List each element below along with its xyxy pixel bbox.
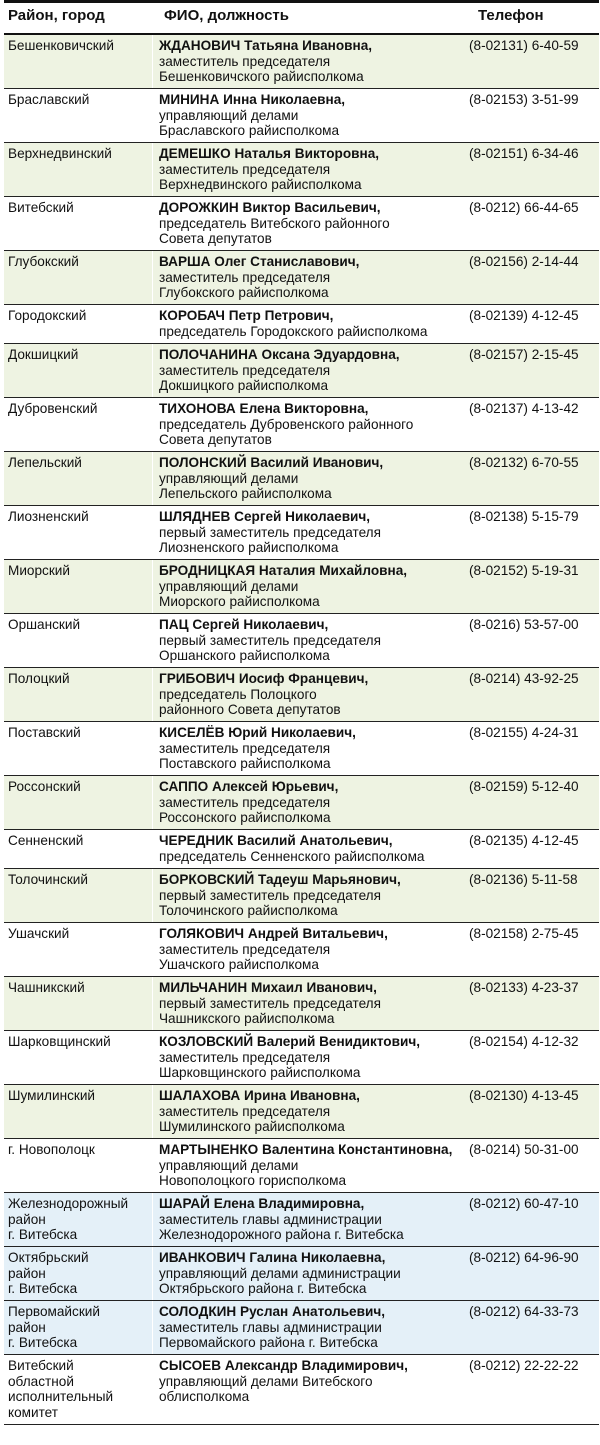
region-cell xyxy=(4,305,153,343)
person-name xyxy=(159,308,465,324)
person-name xyxy=(159,401,465,417)
phone-cell: (8-02135) 4-12-45 xyxy=(469,833,579,848)
person-name xyxy=(159,254,465,270)
region-cell xyxy=(4,1193,153,1246)
person-position-line: заместитель председателя xyxy=(159,740,331,756)
person-given-name: Иосиф Францевич, xyxy=(238,671,369,686)
table-row xyxy=(4,614,599,668)
region-line: Полоцкий xyxy=(8,671,70,686)
phone-cell: (8-02158) 2-75-45 xyxy=(469,926,579,941)
person-given-name: Инна Николаевна, xyxy=(223,92,346,107)
region-cell xyxy=(4,560,153,613)
person-position-line: Поставского райисполкома xyxy=(159,756,331,772)
phone-cell: (8-02154) 4-12-32 xyxy=(469,1034,579,1049)
person-position-line: первый заместитель председателя xyxy=(159,524,381,540)
person-name xyxy=(159,563,465,579)
table-row xyxy=(4,776,599,830)
region-line: Толочинский xyxy=(8,872,88,887)
region-line: Докшицкий xyxy=(8,347,79,362)
phone-cell: (8-02151) 6-34-46 xyxy=(469,146,579,161)
person-position-line: Шумилинского райисполкома xyxy=(159,1119,345,1135)
person-surname: СОЛОДКИН xyxy=(159,1304,237,1319)
person-given-name: Наталия Михайловна, xyxy=(258,563,408,578)
table-row xyxy=(4,1139,599,1193)
region-cell xyxy=(4,1301,153,1354)
region-cell xyxy=(4,143,153,196)
person-position-line: управляющий делами Витебского xyxy=(159,1373,373,1389)
phone-cell: (8-02155) 4-24-31 xyxy=(469,725,579,740)
phone-cell: (8-02136) 5-11-58 xyxy=(469,872,578,887)
person-given-name: Валерий Венидиктович, xyxy=(256,1034,420,1049)
person-surname: ШЛЯДНЕВ xyxy=(159,509,231,524)
person-position-line: председатель Полоцкого xyxy=(159,686,317,702)
phone-cell: (8-02157) 2-15-45 xyxy=(469,347,579,362)
person-position-line: Чашникского райисполкома xyxy=(159,1011,335,1027)
person-given-name: Ирина Ивановна, xyxy=(244,1088,360,1103)
person-position-line: председатель Городокского райисполкома xyxy=(159,323,428,339)
person-surname: ПОЛОНСКИЙ xyxy=(159,455,247,470)
region-line: Шарковщинский xyxy=(8,1034,111,1049)
person-cell xyxy=(153,35,465,88)
person-given-name: Галина Николаевна, xyxy=(249,1250,386,1265)
person-position-line: заместитель председателя xyxy=(159,941,331,957)
header-person: ФИО, должность xyxy=(164,7,289,24)
table-row xyxy=(4,305,599,344)
phone-cell: (8-02138) 5-15-79 xyxy=(469,509,579,524)
person-name xyxy=(159,872,465,888)
person-given-name: Юрий Николаевич, xyxy=(228,725,356,740)
region-cell xyxy=(4,251,153,304)
person-cell xyxy=(153,614,465,667)
person-position-line: управляющий делами xyxy=(159,107,299,123)
person-cell xyxy=(153,344,465,397)
person-name xyxy=(159,926,465,942)
person-position-line: председатель Витебского районного xyxy=(159,215,390,231)
person-cell xyxy=(153,89,465,142)
person-position-line: Совета депутатов xyxy=(159,231,272,247)
person-cell xyxy=(153,1247,465,1300)
phone-cell: (8-0212) 64-33-73 xyxy=(469,1304,579,1319)
header-region: Район, город xyxy=(8,7,105,24)
contacts-table xyxy=(4,0,599,1425)
region-line: исполнительный xyxy=(8,1389,114,1405)
person-name xyxy=(159,779,465,795)
person-name xyxy=(159,146,465,162)
table-row xyxy=(4,668,599,722)
person-position-line: Октябрьского района г. Витебска xyxy=(159,1281,367,1297)
person-surname: ДОРОЖКИН xyxy=(159,200,239,215)
phone-cell: (8-02159) 5-12-40 xyxy=(469,779,579,794)
region-line: Железнодорожный xyxy=(8,1196,129,1211)
person-surname: ПОЛОЧАНИНА xyxy=(159,347,258,362)
person-surname: ЧЕРЕДНИК xyxy=(159,833,234,848)
table-row xyxy=(4,452,599,506)
phone-cell: (8-0212) 22-22-22 xyxy=(469,1358,579,1373)
person-position-line: Браславского райисполкома xyxy=(159,123,340,139)
table-row xyxy=(4,1301,599,1355)
person-cell xyxy=(153,560,465,613)
person-given-name: Александр Владимирович, xyxy=(224,1358,408,1373)
region-cell xyxy=(4,398,153,451)
region-line: район xyxy=(8,1319,46,1335)
table-row xyxy=(4,923,599,977)
region-cell xyxy=(4,452,153,505)
person-name xyxy=(159,1250,465,1266)
person-name xyxy=(159,725,465,741)
region-line: г. Витебска xyxy=(8,1281,78,1297)
person-position-line: Ушачского райисполкома xyxy=(159,957,319,973)
table-row xyxy=(4,1193,599,1247)
person-position-line: Россонского райисполкома xyxy=(159,810,331,826)
person-cell xyxy=(153,506,465,559)
region-cell xyxy=(4,977,153,1030)
region-cell xyxy=(4,35,153,88)
region-line: Глубокский xyxy=(8,254,79,269)
person-cell xyxy=(153,305,465,343)
person-position-line: Лиозненского райисполкома xyxy=(159,540,339,556)
person-given-name: Оксана Эдуардовна, xyxy=(261,347,400,362)
region-line: Поставский xyxy=(8,725,81,740)
person-surname: ВАРША xyxy=(159,254,211,269)
person-position-line: заместитель председателя xyxy=(159,1103,331,1119)
person-given-name: Сергей Николаевич, xyxy=(192,617,329,632)
phone-cell: (8-0216) 53-57-00 xyxy=(469,617,579,632)
person-given-name: Андрей Витальевич, xyxy=(247,926,388,941)
region-cell xyxy=(4,668,153,721)
person-name xyxy=(159,617,465,633)
region-cell xyxy=(4,197,153,250)
table-row xyxy=(4,560,599,614)
person-position-line: заместитель председателя xyxy=(159,794,331,810)
region-line: Оршанский xyxy=(8,617,81,632)
phone-cell: (8-02133) 4-23-37 xyxy=(469,980,579,995)
person-surname: МАРТЫНЕНКО xyxy=(159,1142,259,1157)
region-line: г. Витебска xyxy=(8,1227,78,1243)
region-line: Городокский xyxy=(8,308,87,323)
person-position-line: районного Совета депутатов xyxy=(159,702,341,718)
region-cell xyxy=(4,614,153,667)
table-row xyxy=(4,506,599,560)
person-name xyxy=(159,1358,465,1374)
table-header xyxy=(4,0,599,35)
person-position-line: Миорского райисполкома xyxy=(159,594,320,610)
person-cell xyxy=(153,923,465,976)
region-line: Лиозненский xyxy=(8,509,89,524)
person-name xyxy=(159,671,465,687)
table-body xyxy=(4,35,599,1425)
phone-cell: (8-0212) 60-47-10 xyxy=(469,1196,579,1211)
person-given-name: Петр Петрович, xyxy=(228,308,334,323)
person-position-line: Толочинского райисполкома xyxy=(159,903,338,919)
person-position-line: Лепельского райисполкома xyxy=(159,486,332,502)
person-surname: ШАЛАХОВА xyxy=(159,1088,241,1103)
phone-cell: (8-02156) 2-14-44 xyxy=(469,254,579,269)
person-name xyxy=(159,833,465,849)
region-line: Шумилинский xyxy=(8,1088,96,1103)
person-cell xyxy=(153,830,465,868)
person-given-name: Елена Викторовна, xyxy=(239,401,369,416)
region-cell xyxy=(4,344,153,397)
person-position-line: первый заместитель председателя xyxy=(159,887,381,903)
person-surname: БРОДНИЦКАЯ xyxy=(159,563,256,578)
person-name xyxy=(159,92,465,108)
phone-cell: (8-02131) 6-40-59 xyxy=(469,38,579,53)
person-surname: КОЗЛОВСКИЙ xyxy=(159,1034,254,1049)
person-name xyxy=(159,1142,465,1158)
person-cell xyxy=(153,722,465,775)
region-line: Браславский xyxy=(8,92,90,107)
region-cell xyxy=(4,506,153,559)
person-position-line: управляющий делами xyxy=(159,578,299,594)
person-cell xyxy=(153,251,465,304)
person-surname: ШАРАЙ xyxy=(159,1196,210,1211)
person-name xyxy=(159,1034,465,1050)
person-surname: ПАЦ xyxy=(159,617,189,632)
region-line: г. Новополоцк xyxy=(8,1142,95,1157)
person-given-name: Олег Станиславович, xyxy=(214,254,360,269)
region-cell xyxy=(4,1085,153,1138)
person-position-line: председатель Дубровенского районного xyxy=(159,416,414,432)
table-row xyxy=(4,1031,599,1085)
person-name xyxy=(159,347,465,363)
person-cell xyxy=(153,668,465,721)
person-position-line: управляющий делами xyxy=(159,1157,299,1173)
region-line: Чашникский xyxy=(8,980,85,995)
person-given-name: Виктор Васильевич, xyxy=(242,200,381,215)
region-cell xyxy=(4,830,153,868)
person-position-line: Верхнедвинского райисполкома xyxy=(159,177,362,193)
person-surname: ЖДАНОВИЧ xyxy=(159,38,241,53)
region-line: район xyxy=(8,1265,46,1281)
person-surname: САППО xyxy=(159,779,209,794)
person-position-line: первый заместитель председателя xyxy=(159,632,381,648)
table-row xyxy=(4,830,599,869)
phone-cell: (8-0212) 64-96-90 xyxy=(469,1250,579,1265)
person-name xyxy=(159,455,465,471)
region-line: областной xyxy=(8,1373,74,1389)
person-surname: СЫСОЕВ xyxy=(159,1358,222,1373)
person-cell xyxy=(153,143,465,196)
region-line: Бешенковичский xyxy=(8,38,114,53)
person-position-line: заместитель председателя xyxy=(159,53,331,69)
person-name xyxy=(159,200,465,216)
table-row xyxy=(4,251,599,305)
table-row xyxy=(4,1085,599,1139)
person-position-line: Бешенковичского райисполкома xyxy=(159,69,364,85)
person-given-name: Василий Анатольевич, xyxy=(237,833,393,848)
person-given-name: Василий Иванович, xyxy=(250,455,384,470)
person-position-line: управляющий делами xyxy=(159,470,299,486)
person-cell xyxy=(153,977,465,1030)
person-cell xyxy=(153,1355,465,1424)
person-position-line: заместитель председателя xyxy=(159,362,331,378)
phone-cell: (8-0212) 66-44-65 xyxy=(469,200,579,215)
person-surname: КИСЕЛЁВ xyxy=(159,725,225,740)
phone-cell: (8-02152) 5-19-31 xyxy=(469,563,579,578)
region-line: Лепельский xyxy=(8,455,82,470)
person-cell xyxy=(153,869,465,922)
person-cell xyxy=(153,197,465,250)
table-row xyxy=(4,869,599,923)
person-position-line: первый заместитель председателя xyxy=(159,995,381,1011)
person-surname: ГРИБОВИЧ xyxy=(159,671,236,686)
person-cell xyxy=(153,1139,465,1192)
person-position-line: Совета депутатов xyxy=(159,432,272,448)
region-line: Октябрьский xyxy=(8,1250,89,1265)
person-position-line: заместитель председателя xyxy=(159,269,331,285)
region-line: Витебский xyxy=(8,1358,74,1373)
person-given-name: Алексей Юрьевич, xyxy=(212,779,339,794)
person-cell xyxy=(153,776,465,829)
person-name xyxy=(159,1196,465,1212)
person-given-name: Наталья Викторовна, xyxy=(234,146,380,161)
region-cell xyxy=(4,923,153,976)
region-line: Сенненский xyxy=(8,833,84,848)
person-cell xyxy=(153,398,465,451)
phone-cell: (8-02132) 6-70-55 xyxy=(469,455,579,470)
table-row xyxy=(4,197,599,251)
person-name xyxy=(159,980,465,996)
person-given-name: Руслан Анатольевич, xyxy=(240,1304,385,1319)
person-cell xyxy=(153,1085,465,1138)
person-given-name: Татьяна Ивановна, xyxy=(244,38,373,53)
region-cell xyxy=(4,869,153,922)
person-name xyxy=(159,1088,465,1104)
region-line: Россонский xyxy=(8,779,81,794)
phone-cell: (8-0214) 43-92-25 xyxy=(469,671,579,686)
person-surname: МИНИНА xyxy=(159,92,220,107)
region-line: Миорский xyxy=(8,563,70,578)
region-line: комитет xyxy=(8,1404,59,1420)
person-position-line: Оршанского райисполкома xyxy=(159,648,330,664)
person-position-line: заместитель главы администрации xyxy=(159,1211,382,1227)
person-surname: БОРКОВСКИЙ xyxy=(159,872,255,887)
header-phone: Телефон xyxy=(478,7,544,24)
region-line: Дубровенский xyxy=(8,401,98,416)
person-name xyxy=(159,509,465,525)
person-surname: ТИХОНОВА xyxy=(159,401,236,416)
person-name xyxy=(159,1304,465,1320)
person-position-line: Первомайского района г. Витебска xyxy=(159,1335,378,1351)
person-surname: ДЕМЕШКО xyxy=(159,146,231,161)
table-row xyxy=(4,344,599,398)
table-row xyxy=(4,35,599,89)
person-cell xyxy=(153,1301,465,1354)
region-cell xyxy=(4,1139,153,1192)
person-given-name: Валентина Константиновна, xyxy=(262,1142,453,1157)
person-position-line: председатель Сенненского райисполкома xyxy=(159,848,425,864)
region-cell xyxy=(4,1031,153,1084)
person-position-line: заместитель председателя xyxy=(159,161,331,177)
table-row xyxy=(4,1247,599,1301)
person-given-name: Сергей Николаевич, xyxy=(234,509,371,524)
person-position-line: Новополоцкого горисполкома xyxy=(159,1173,347,1189)
table-row xyxy=(4,89,599,143)
region-cell xyxy=(4,722,153,775)
person-position-line: облисполкома xyxy=(159,1389,250,1405)
table-row xyxy=(4,398,599,452)
person-cell xyxy=(153,1031,465,1084)
person-surname: КОРОБАЧ xyxy=(159,308,225,323)
person-position-line: Шарковщинского райисполкома xyxy=(159,1065,361,1081)
region-line: Витебский xyxy=(8,200,74,215)
person-cell xyxy=(153,1193,465,1246)
person-given-name: Тадеуш Марьянович, xyxy=(258,872,401,887)
region-cell xyxy=(4,1355,153,1424)
region-line: г. Витебска xyxy=(8,1335,78,1351)
region-line: Первомайский xyxy=(8,1304,100,1319)
region-cell xyxy=(4,776,153,829)
table-row xyxy=(4,1355,599,1425)
table-row xyxy=(4,143,599,197)
person-given-name: Михаил Иванович, xyxy=(250,980,377,995)
person-surname: ГОЛЯКОВИЧ xyxy=(159,926,245,941)
person-position-line: Железнодорожного района г. Витебска xyxy=(159,1227,404,1243)
region-line: район xyxy=(8,1211,46,1227)
table-row xyxy=(4,977,599,1031)
person-name xyxy=(159,38,465,54)
region-cell xyxy=(4,1247,153,1300)
person-position-line: заместитель главы администрации xyxy=(159,1319,382,1335)
person-given-name: Елена Владимировна, xyxy=(213,1196,365,1211)
phone-cell: (8-02137) 4-13-42 xyxy=(469,401,579,416)
person-surname: ИВАНКОВИЧ xyxy=(159,1250,246,1265)
phone-cell: (8-02139) 4-12-45 xyxy=(469,308,579,323)
person-position-line: управляющий делами администрации xyxy=(159,1265,401,1281)
region-line: Ушачский xyxy=(8,926,70,941)
region-line: Верхнедвинский xyxy=(8,146,112,161)
person-cell xyxy=(153,452,465,505)
table-row xyxy=(4,722,599,776)
person-position-line: Докшицкого райисполкома xyxy=(159,378,329,394)
person-surname: МИЛЬЧАНИН xyxy=(159,980,248,995)
phone-cell: (8-0214) 50-31-00 xyxy=(469,1142,579,1157)
phone-cell: (8-02153) 3-51-99 xyxy=(469,92,579,107)
phone-cell: (8-02130) 4-13-45 xyxy=(469,1088,579,1103)
region-cell xyxy=(4,89,153,142)
person-position-line: Глубокского райисполкома xyxy=(159,285,329,301)
person-position-line: заместитель председателя xyxy=(159,1049,331,1065)
